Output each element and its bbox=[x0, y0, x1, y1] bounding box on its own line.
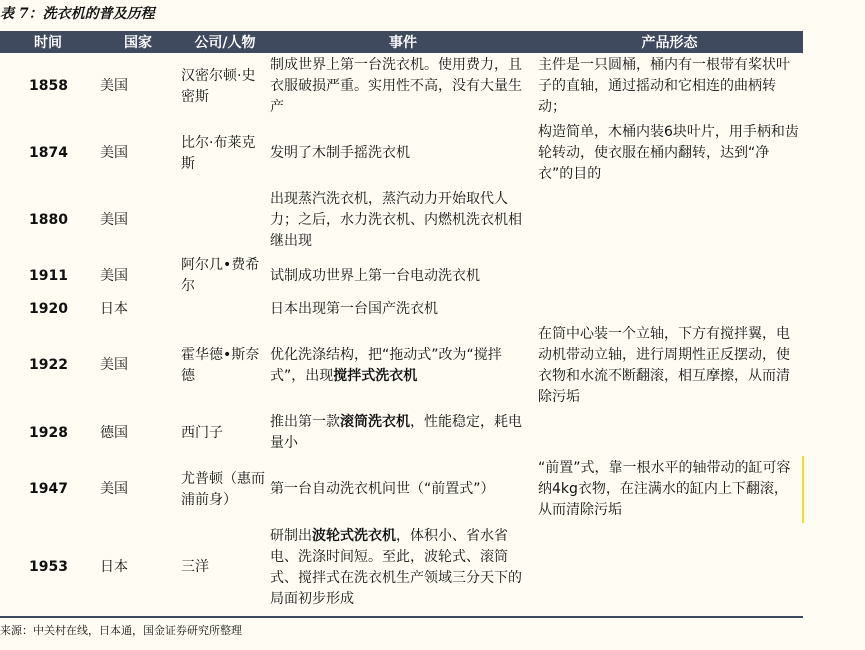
cell-year: 1874 bbox=[29, 145, 68, 161]
cell-year: 1928 bbox=[29, 424, 68, 441]
cell-country: 美国 bbox=[100, 267, 128, 284]
header-year: 时间 bbox=[0, 31, 96, 53]
cell-event bbox=[270, 410, 536, 456]
cell-event: 日本出现第一台国产洗衣机 bbox=[270, 301, 438, 317]
header-company: 公司/人物 bbox=[180, 31, 270, 53]
cell-company bbox=[180, 187, 270, 254]
cell-event bbox=[270, 523, 536, 612]
event-highlight: 搅拌式洗衣机 bbox=[333, 367, 418, 384]
cell-company: 比尔·布莱克斯 bbox=[181, 134, 256, 172]
cell-event: 第一台自动洗衣机问世（“前置式”） bbox=[270, 481, 495, 497]
cell-form: 主件是一只圆桶，桶内有一根带有桨状叶子的直轴，通过摇动和它相连的曲柄转动； bbox=[538, 57, 790, 115]
event-highlight: 波轮式洗衣机 bbox=[312, 527, 396, 544]
cell-country: 美国 bbox=[100, 357, 128, 373]
header-country: 国家 bbox=[96, 31, 180, 53]
cell-company: 西门子 bbox=[181, 424, 223, 441]
table-row bbox=[0, 321, 803, 410]
cell-company: 汉密尔顿·史密斯 bbox=[181, 67, 256, 105]
table-row bbox=[0, 53, 803, 120]
cell-year: 1920 bbox=[29, 301, 68, 317]
cell-form: 构造简单，木桶内装6块叶片，用手柄和齿轮转动，使衣服在桶内翻转，达到“净衣”的目的 bbox=[538, 124, 799, 182]
cell-year: 1911 bbox=[29, 267, 68, 284]
table-caption: 表 7：洗衣机的普及历程 bbox=[0, 6, 155, 22]
cell-form bbox=[536, 523, 803, 612]
cell-company: 三洋 bbox=[181, 559, 209, 575]
event-text: 研制出 bbox=[270, 527, 312, 544]
cell-country: 美国 bbox=[100, 212, 128, 228]
table-row bbox=[0, 523, 803, 612]
event-text: ，性能稳定，耗电量小 bbox=[270, 414, 522, 451]
cell-company: 阿尔几•费希尔 bbox=[181, 257, 260, 294]
cell-form bbox=[536, 187, 803, 254]
cell-company: 霍华德•斯奈德 bbox=[181, 346, 260, 384]
cell-form bbox=[536, 410, 803, 456]
header-event: 事件 bbox=[270, 31, 536, 53]
table-bottom-rule bbox=[0, 616, 803, 618]
cell-year: 1858 bbox=[29, 78, 68, 94]
cell-form bbox=[536, 298, 803, 321]
cell-year: 1953 bbox=[29, 559, 68, 575]
table-row bbox=[0, 298, 803, 321]
table-row bbox=[0, 456, 803, 523]
cell-event: 试制成功世界上第一台电动洗衣机 bbox=[270, 267, 480, 284]
cell-event bbox=[270, 321, 536, 410]
event-text: ，体积小、省水省电、洗涤时间短。至此，波轮式、滚筒式、搅拌式在洗衣机生产领域三分天下的局面初步形成 bbox=[270, 527, 522, 607]
cell-country: 美国 bbox=[100, 481, 128, 497]
event-highlight: 滚筒洗衣机 bbox=[340, 414, 410, 430]
cell-company: 尤普顿（惠而浦前身） bbox=[181, 470, 265, 508]
cell-country: 德国 bbox=[100, 424, 128, 441]
cell-form bbox=[536, 254, 803, 298]
table-row bbox=[0, 187, 803, 254]
table-row bbox=[0, 120, 803, 187]
cell-event: 发明了木制手摇洗衣机 bbox=[270, 145, 410, 161]
cell-event: 出现蒸汽洗衣机，蒸汽动力开始取代人力；之后，水力洗衣机、内燃机洗衣机相继出现 bbox=[270, 191, 522, 249]
header-form: 产品形态 bbox=[536, 31, 803, 53]
cell-event: 制成世界上第一台洗衣机。使用费力，且衣服破损严重。实用性不高，没有大量生产 bbox=[270, 57, 522, 115]
event-text: 推出第一款 bbox=[270, 414, 340, 430]
cell-country: 美国 bbox=[100, 78, 128, 94]
cell-company bbox=[180, 298, 270, 321]
table-header-row bbox=[0, 31, 803, 53]
cell-country: 美国 bbox=[100, 145, 128, 161]
cell-form: “前置”式，靠一根水平的轴带动的缸可容纳4kg衣物，在注满水的缸内上下翻滚，从而清除污垢 bbox=[536, 456, 803, 523]
table-row bbox=[0, 254, 803, 298]
cell-form: 在筒中心装一个立轴，下方有搅拌翼，电动机带动立轴，进行周期性正反摆动，使衣物和水流不断翻滚，相互摩擦，从而清除污垢 bbox=[538, 325, 790, 405]
washing-machine-history-table bbox=[0, 31, 804, 612]
cell-country: 日本 bbox=[100, 559, 128, 575]
source-note: 来源：中关村在线，日本通，国金证券研究所整理 bbox=[0, 624, 242, 637]
event-text: 优化洗涤结构，把“拖动式”改为“搅拌式”，出现 bbox=[270, 346, 502, 384]
cell-year: 1880 bbox=[29, 212, 68, 228]
cell-year: 1947 bbox=[29, 481, 68, 497]
cell-year: 1922 bbox=[29, 357, 68, 373]
table-row bbox=[0, 410, 803, 456]
cell-country: 日本 bbox=[100, 301, 128, 317]
